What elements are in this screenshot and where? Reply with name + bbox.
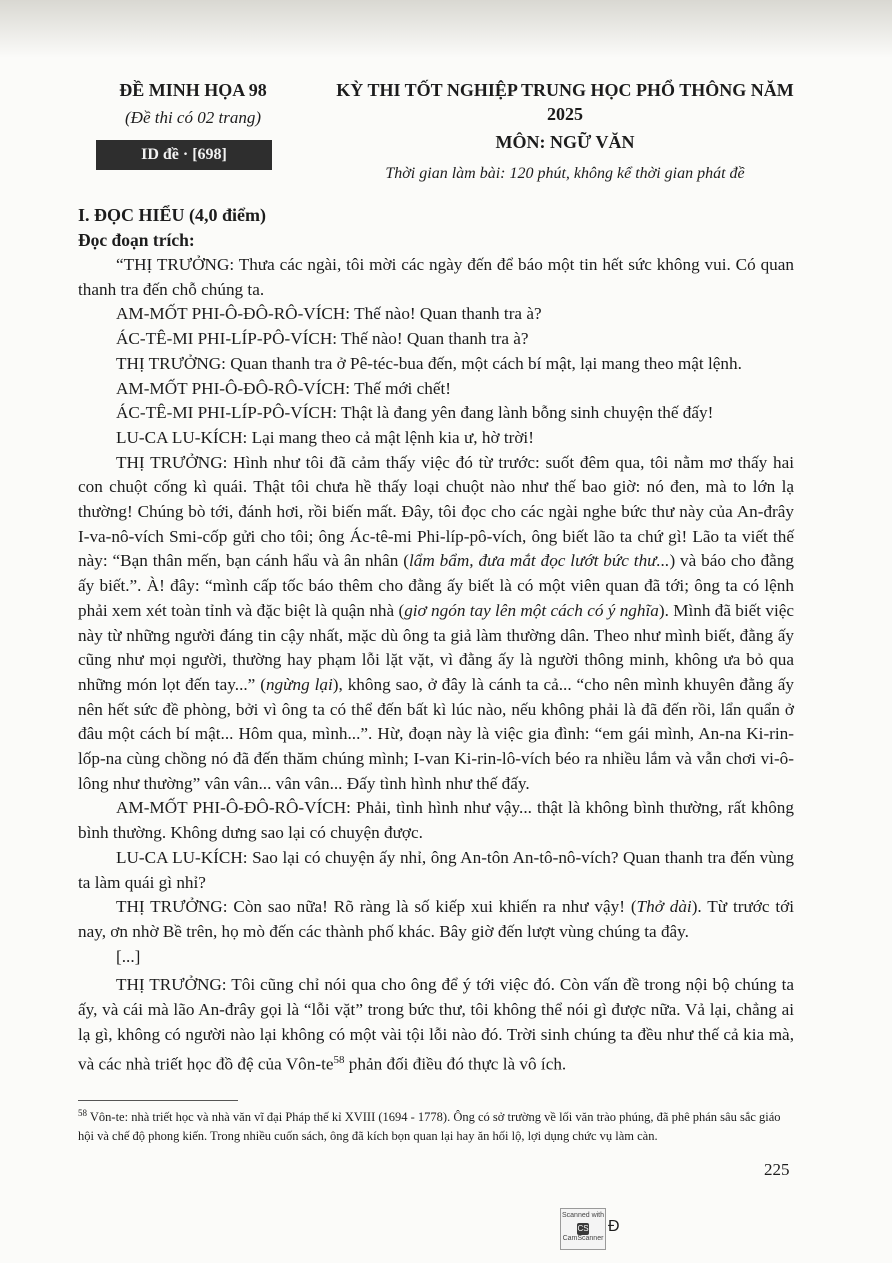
dialogue-text: THỊ TRƯỞNG: Hình như tôi đã cảm thấy việc đó từ trước: suốt đêm qua, tôi nằm mơ thấy hai con chuột cống kì quái. Thật tôi chưa hề thấy loại chuột nào như thế bao giờ: nó đen, mà to lớn lạ thường! Chúng bò tới, đánh hơi, rồi biến mất. Đây, tôi đọc cho các ngài nghe bức thư này của An-đrây I-va-nô-vích Smi-cốp gửi cho tôi; ông Ác-tê-mi Phi-líp-pô-vích, ông biết lão ta chứ gì! Lão ta viết thế này: “Bạn thân mến, bạn cánh hẩu và ân nhân (: [78, 452, 794, 571]
dialogue-text: ) và báo cho đằng ấy biết.”. À! đây: “mình cấp tốc báo thêm cho đằng ấy biết là có một viên quan đã tới; ông ta có lệnh phải xem xét toàn tỉnh và đặc biệt là quận nhà (: [78, 551, 795, 620]
subject-title: MÔN: NGỮ VĂN: [495, 132, 635, 152]
camscanner-logo-icon: CS: [577, 1224, 589, 1233]
dialogue-text: phản đối điều đó thực là vô ích.: [344, 1054, 567, 1074]
time-note: Thời gian làm bài: 120 phút, không kể thời gian phát đề: [385, 165, 745, 182]
excerpt-paragraph: THỊ TRƯỞNG: Quan thanh tra ở Pê-téc-bua đến, một cách bí mật, lại mang theo mật lệnh.: [116, 353, 742, 373]
footnote-divider: [78, 1100, 238, 1101]
stage-direction: Thở dài: [636, 897, 692, 917]
excerpt-paragraph: AM-MỐT PHI-Ô-ĐÔ-RÔ-VÍCH: Thế nào! Quan thanh tra à?: [116, 304, 542, 324]
dialogue-text: ), không sao, ở đây là cánh ta cả... “cho nên mình khuyên đằng ấy nên hết sức đề phòng, bởi vì ông ta có thể đến bất kì lúc nào, nếu không phải là đã đến rồi, lẩn quẩn ở đâu một cách bí mật... Hôm qua, mình...”. Hừ, đoạn này là việc gia đình: “em gái mình, An-na Ki-rin-lốp-na cùng chồng nó đã đến thăm chúng mình; I-van Ki-rin-lô-vích béo ra nhiều lắm và vẫn chơi vi-ô-lông như thường” vân vân... vân vân... Đấy tình hình như thế đấy.: [78, 674, 794, 793]
dialogue-text: THỊ TRƯỞNG: Tôi cũng chỉ nói qua cho ông để ý tới việc đó. Còn vấn đề trong nội bộ chúng ta ấy, và cái mà lão An-đrây gọi là “lỗi vặt” trong bức thư, tôi không thể nói gì được nữa. Vả lại, chẳng ai lạ gì, không có người nào lại không có một vài tội lỗi nào đó. Trời sinh chúng ta đều như thế cả kia mà, và các nhà triết học đồ đệ của Vôn-te: [78, 975, 794, 1074]
excerpt-paragraph: AM-MỐT PHI-Ô-ĐÔ-RÔ-VÍCH: Thế mới chết!: [116, 378, 451, 398]
scanner-name: CamScanner: [562, 1235, 604, 1242]
stage-direction: giơ ngón tay lên một cách có ý nghĩa: [404, 600, 659, 620]
header-left: [88, 78, 298, 170]
excerpt-paragraph: ÁC-TÊ-MI PHI-LÍP-PÔ-VÍCH: Thế nào! Quan thanh tra à?: [116, 329, 529, 349]
excerpt-paragraph: LU-CA LU-KÍCH: Lại mang theo cả mật lệnh kia ư, hờ trời!: [116, 427, 534, 447]
scanner-mark: Đ: [608, 1218, 620, 1235]
excerpt-paragraph: “THỊ TRƯỞNG: Thưa các ngài, tôi mời các ngày đến để báo một tin hết sức không vui. Có quan thanh tra đến chỗ chúng ta.: [78, 255, 794, 299]
scanner-caption: Scanned with: [561, 1212, 605, 1219]
footnote-text: Vôn-te: nhà triết học và nhà văn vĩ đại Pháp thế kỉ XVIII (1694 - 1778). Ông có sở trường về lối văn trào phúng, đã phê phán sâu sắc giáo hội và chế độ phong kiến. Trong nhiều cuốn sách, ông đã kích bọn quan lại hay ăn hối lộ, lợi dụng chức vụ làm càn.: [78, 1110, 781, 1144]
excerpt-paragraph: [78, 895, 794, 944]
stage-direction: lẩm bẩm, đưa mắt đọc lướt bức thư...: [409, 551, 670, 571]
page-number: 225: [764, 1160, 790, 1179]
camscanner-watermark: [560, 1208, 606, 1250]
scan-top-shadow: [0, 0, 892, 58]
dialogue-text: ). Mình đã biết việc này từ những người đáng tin cậy nhất, mặc dù ông ta giả làm thường dân. Theo như mình biết, đằng ấy cũng như mọi người, thường hay phạm lỗi lặt vặt, vì đằng ấy là người thông minh, không ưa bỏ qua những món lọt đến tay...” (: [78, 600, 795, 694]
page-count-note: (Đề thi có 02 trang): [125, 108, 261, 127]
footnote-marker: 58: [333, 1053, 345, 1066]
footnote-number: 58: [78, 1108, 87, 1118]
excerpt-paragraph: ÁC-TÊ-MI PHI-LÍP-PÔ-VÍCH: Thật là đang yên đang lành bỗng sinh chuyện thế đấy!: [116, 403, 714, 423]
dialogue-text: THỊ TRƯỞNG: Còn sao nữa! Rõ ràng là số kiếp xui khiến ra như vậy! (: [116, 897, 637, 917]
excerpt-paragraph: [78, 973, 794, 1077]
exam-id-badge: ID đề · [698]: [96, 140, 272, 170]
exam-code: ĐỀ MINH HỌA 98: [119, 80, 267, 100]
read-label: Đọc đoạn trích:: [78, 230, 195, 250]
header-right: [330, 78, 800, 186]
dialogue-text: ). Từ trước tới nay, ơn nhờ Bề trên, họ mò đến các thành phố khác. Bây giờ đến lượt vùng chúng ta đây.: [78, 897, 794, 941]
main-content: [78, 202, 794, 1077]
stage-direction: ngừng lại: [265, 674, 333, 694]
section-title: I. ĐỌC HIỂU (4,0 điểm): [78, 205, 266, 225]
ellipsis-marker: [...]: [116, 946, 141, 966]
excerpt-paragraph: AM-MỐT PHI-Ô-ĐÔ-RÔ-VÍCH: Phải, tình hình như vậy... thật là không bình thường, rất không bình thường. Không dưng sao lại có chuyện được.: [78, 798, 794, 843]
excerpt-paragraph: [78, 451, 794, 797]
footnote: [78, 1104, 798, 1146]
exam-title: KỲ THI TỐT NGHIỆP TRUNG HỌC PHỔ THÔNG NĂM 2025: [336, 80, 794, 124]
excerpt-paragraph: LU-CA LU-KÍCH: Sao lại có chuyện ấy nhỉ, ông An-tôn An-tô-nô-vích? Quan thanh tra đến vùng ta làm quái gì nhỉ?: [78, 847, 794, 892]
